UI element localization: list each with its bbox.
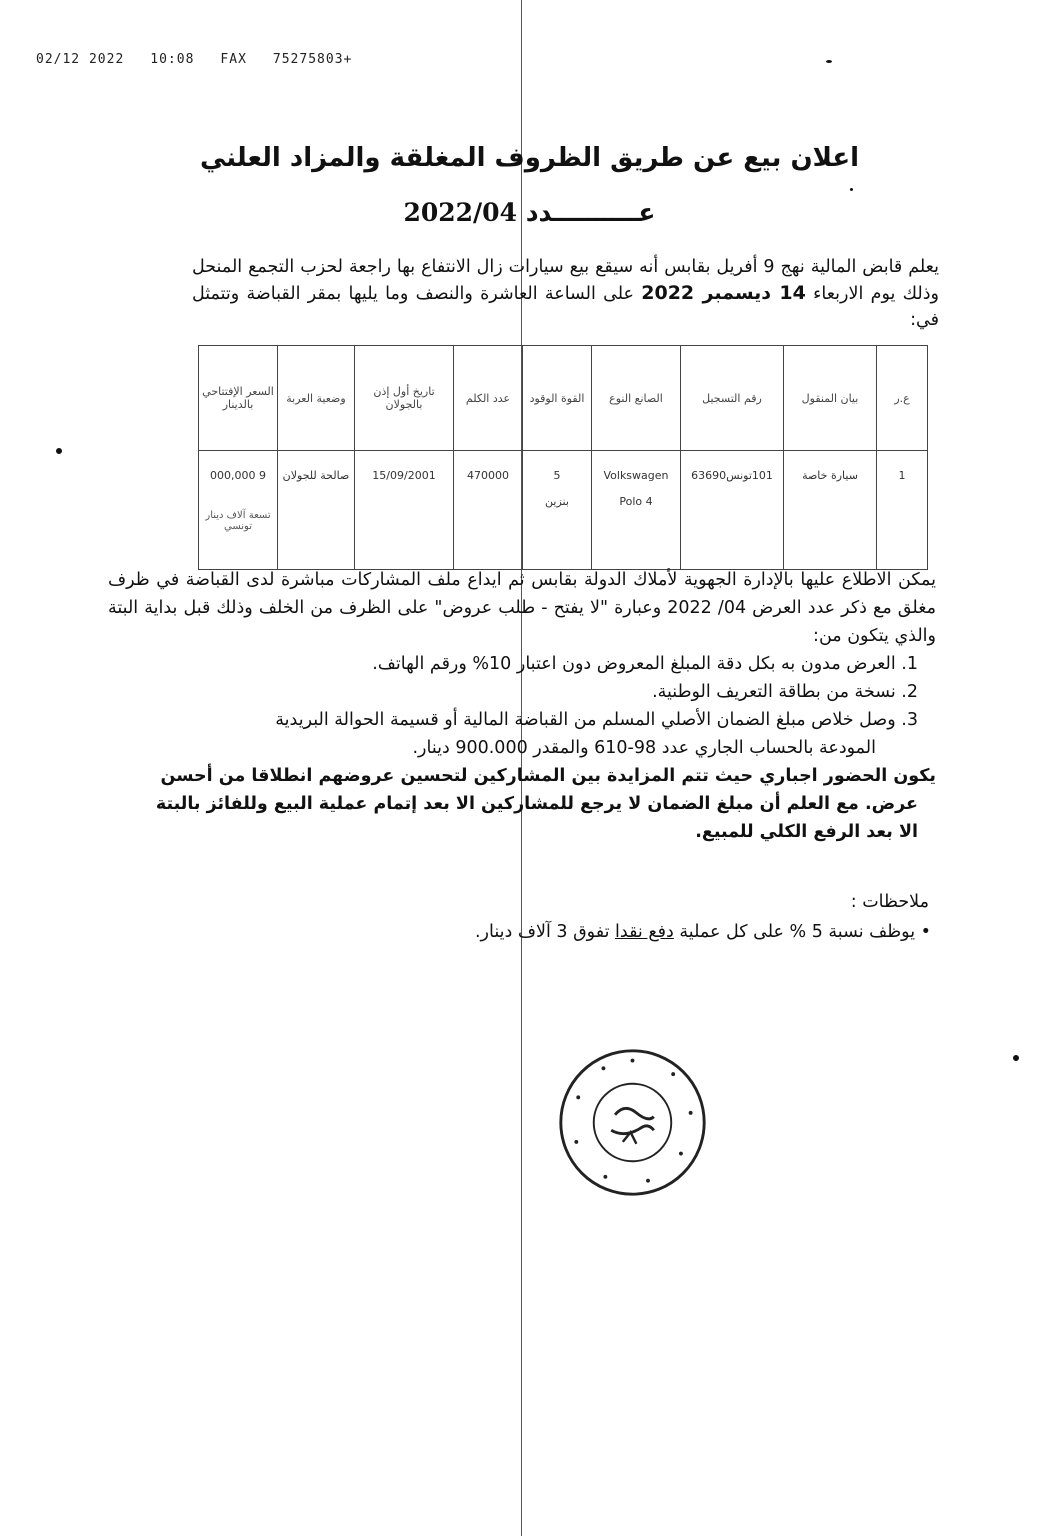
cell-fuel: بنزين — [545, 495, 569, 508]
cell-first-date: 15/09/2001 — [355, 451, 454, 570]
list-item-continuation: المودعة بالحساب الجاري عدد 98-610 والمقدر 900.000 دينار. — [412, 738, 876, 758]
col-header-first-date: تاريخ أول إذن بالجولان — [355, 346, 454, 451]
list-item: 2. نسخة من بطاقة التعريف الوطنية. — [652, 682, 918, 702]
table-header-row — [199, 346, 928, 451]
subtitle-number: 2022/04 — [403, 198, 517, 227]
attendance-line-3: الا بعد الرفع الكلي للمبيع. — [695, 822, 918, 842]
cell-number: 1 — [877, 451, 928, 570]
cell-registration: 101تونس63690 — [681, 451, 784, 570]
col-header-price: السعر الإفتتاحي بالدينار — [199, 346, 278, 451]
fax-label: FAX — [220, 52, 247, 67]
page-subtitle — [0, 198, 1059, 227]
cell-power — [523, 451, 592, 570]
col-header-number: ع.ر — [877, 346, 928, 451]
bullet-text-2: تفوق 3 آلاف دينار. — [474, 922, 610, 942]
cell-item: سيارة خاصة — [784, 451, 877, 570]
list-item: 3. وصل خلاص مبلغ الضمان الأصلي المسلم من القباضة المالية أو قسيمة الحوالة البريدية — [275, 710, 918, 730]
col-header-maker: الصانع النوع — [592, 346, 681, 451]
scan-speck — [850, 188, 853, 191]
fax-number: 75275803+ — [272, 52, 353, 67]
col-header-registration: رقم التسجيل — [681, 346, 784, 451]
intro-date: 14 ديسمبر 2022 — [641, 282, 806, 304]
cell-price — [199, 451, 278, 570]
attendance-line-1: يكون الحضور اجباري حيث تتم المزايدة بين المشاركين لتحسين عروضهم انطلاقا من أحسن — [160, 766, 936, 786]
cell-price-note: تسعة آلاف دينار تونسي — [205, 510, 271, 532]
scan-speck — [56, 448, 62, 454]
intro-paragraph — [192, 254, 939, 333]
cell-model: Polo 4 — [619, 495, 653, 508]
conditions-paragraph: يمكن الاطلاع عليها بالإدارة الجهوية لأملاك الدولة بقابس ثم ايداع ملف المشاركات مباشرة لدى القباضة في ظرف مغلق مع ذكر عدد العرض 04/ 2022 وعبارة "لا يفتح - طلب عروض" على الظرف من الخلف وذلك قبل بداية البتة والذي يتكون من: — [108, 570, 937, 646]
bullet-text-1: يوظف نسبة 5 % على كل عملية — [679, 922, 916, 942]
cell-power-value: 5 — [553, 469, 561, 482]
cell-maker — [592, 451, 681, 570]
intro-text-2: على الساعة العاشرة والنصف وما يليها بمقر القباضة وتتمثل في: — [192, 284, 939, 330]
col-header-km: عدد الكلم — [454, 346, 523, 451]
fax-header — [36, 52, 378, 67]
cell-km: 470000 — [454, 451, 523, 570]
bullet-underlined: دفع نقدا — [615, 922, 674, 942]
col-header-item: بيان المنقول — [784, 346, 877, 451]
col-header-power: القوة الوقود — [523, 346, 592, 451]
official-stamp — [555, 1045, 710, 1200]
cell-maker-name: Volkswagen — [603, 469, 669, 482]
col-header-status: وضعية العربة — [278, 346, 355, 451]
fax-date: 02/12 2022 — [36, 52, 125, 67]
vehicles-table — [198, 345, 928, 570]
scan-speck — [1013, 1055, 1019, 1061]
fax-time: 10:08 — [150, 52, 195, 67]
cell-price-value: 9 000,000 — [210, 469, 266, 482]
page-title: اعلان بيع عن طريق الظروف المغلقة والمزاد العلني — [199, 143, 860, 173]
list-item: 1. العرض مدون به بكل دقة المبلغ المعروض دون اعتبار 10% ورقم الهاتف. — [372, 654, 918, 674]
subtitle-prefix: عــــــــــدد — [525, 198, 656, 227]
cell-status: صالحة للجولان — [278, 451, 355, 570]
intro-text-1: يعلم قابض المالية نهج 9 أفريل بقابس أنه سيقع بيع سيارات زال الانتفاع بها راجعة لحزب التجمع المنحل وذلك يوم الاربعاء — [192, 257, 939, 304]
notes-label: ملاحظات : — [850, 892, 929, 912]
bullet-dot: • — [920, 922, 931, 942]
attendance-line-2: عرض. مع العلم أن مبلغ الضمان لا يرجع للمشاركين الا بعد إتمام عملية البيع وللفائز بالبتة — [155, 794, 918, 814]
scan-speck — [826, 60, 832, 63]
notes-bullet — [475, 922, 931, 942]
table-row — [199, 451, 928, 570]
conditions-section — [108, 566, 936, 846]
